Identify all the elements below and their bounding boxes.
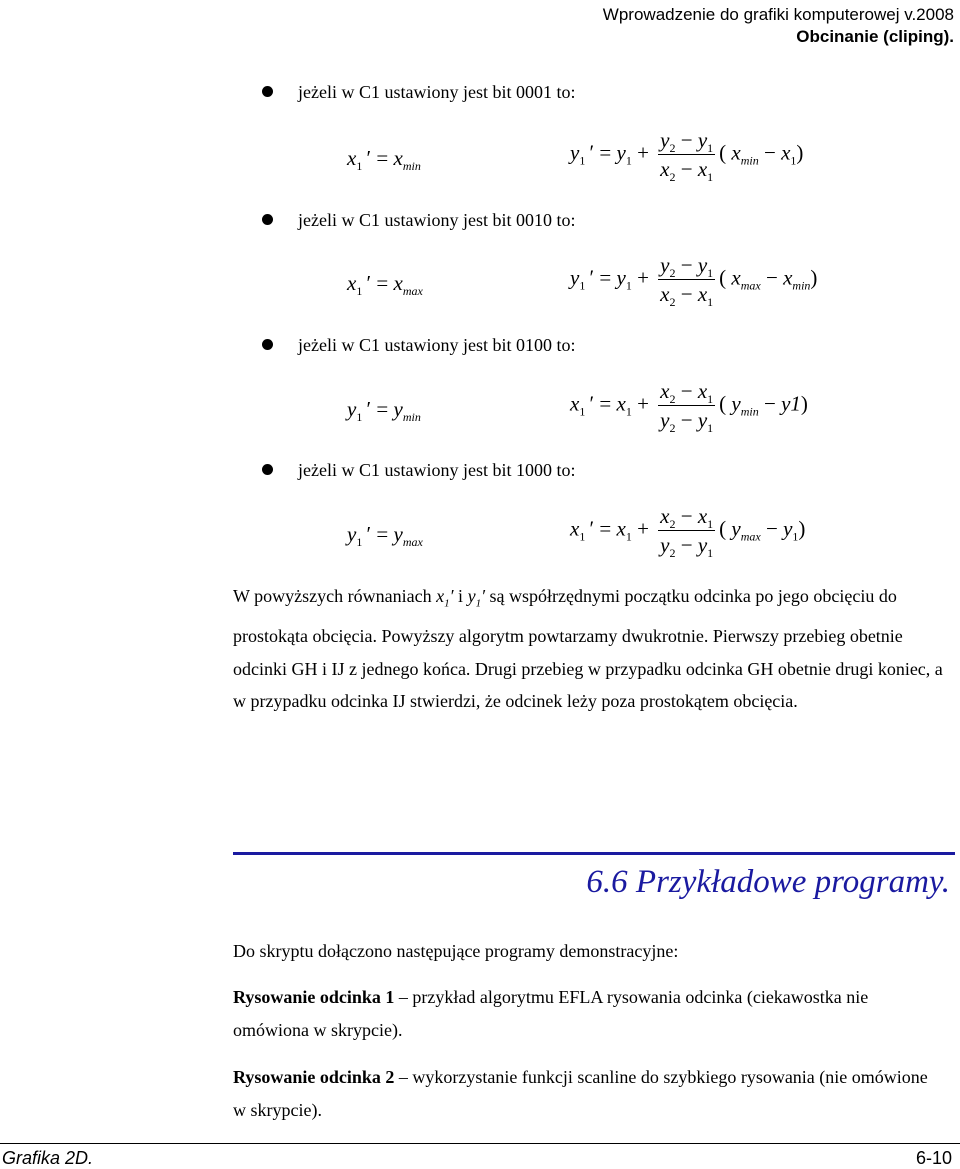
explanation-paragraph: W powyższych równaniach $x_1'$ i $y_1'$ są współrzędnymi początku odcinka po jego obcięciu do prostokąta obcięcia. Powyższy algorytm powtarzamy dwukrotnie. Pierwszy przebieg obetnie odcinki GH i IJ z jednego końca. Drugi przebieg w przypadku odcinka GH obetnie drugi koniec, a w przypadku odcinka IJ stwierdzi, że odcinek leży poza prostokątem obcięcia. <box>233 586 943 712</box>
program-desc-2: – wykorzystanie funkcji scanline do szybkiego rysowania (nie omówione w skrypcie). <box>233 1067 928 1120</box>
program-item-1 <box>233 981 943 1046</box>
section-title: 6.6 Przykładowe programy. <box>586 864 950 900</box>
page-header <box>603 4 954 48</box>
paragraph-text-2: i <box>453 586 468 606</box>
bullet-icon <box>262 464 273 475</box>
paragraph-text-1: W powyższych równaniach <box>233 586 437 606</box>
bullet-text-2: jeżeli w C1 ustawiony jest bit 0010 to: <box>298 210 576 230</box>
equation-4-left: $y_1$ ′ = $y_{max}$ <box>347 522 423 549</box>
header-section-title: Obcinanie (cliping). <box>796 27 954 46</box>
footer-chapter: Grafika 2D. <box>2 1148 94 1168</box>
equation-1-left: $x_1$ ′ = $x_{min}$ <box>347 146 421 173</box>
bullet-text-3: jeżeli w C1 ustawiony jest bit 0100 to: <box>298 335 576 355</box>
intro-text: Do skryptu dołączono następujące programy demonstracyjne: <box>233 941 679 961</box>
equation-3-right: $x_1$ ′ = $x_1$ + $\frac{x_2 - x_1}{y_2 - y_1}$ ( $y_{min} - y1$) <box>570 379 808 435</box>
program-name-1: Rysowanie odcinka 1 <box>233 987 395 1007</box>
equation-4-right: $x_1$ ′ = $x_1$ + $\frac{x_2 - x_1}{y_2 - y_1}$ ( $y_{max} - y_1$) <box>570 504 806 560</box>
bullet-text-4: jeżeli w C1 ustawiony jest bit 1000 to: <box>298 460 576 480</box>
equation-3-left: $y_1$ ′ = $y_{min}$ <box>347 397 421 424</box>
program-name-2: Rysowanie odcinka 2 <box>233 1067 395 1087</box>
paragraph-text-3: są współrzędnymi początku odcinka po jego obcięciu do prostokąta obcięcia. Powyższy algorytm powtarzamy dwukrotnie. Pierwszy przebieg obetnie odcinki GH i IJ z jednego końca. Drugi przebieg w przypadku odcinka GH obetnie drugi koniec, a w przypadku odcinka IJ stwierdzi, że odcinek leży poza prostokątem obcięcia. <box>233 586 943 712</box>
equation-2-right: $y_1$ ′ = $y_1$ + $\frac{y_2 - y_1}{x_2 - x_1}$ ( $x_{max} - x_{min}$) <box>570 253 818 309</box>
program-item-2 <box>233 1061 943 1126</box>
section-rule <box>233 852 955 855</box>
bullet-icon <box>262 214 273 225</box>
footer-rule <box>0 1143 960 1144</box>
bullet-icon <box>262 339 273 350</box>
equation-2-left: $x_1$ ′ = $x_{max}$ <box>347 271 423 298</box>
equation-1-right: $y_1$ ′ = $y_1$ + $\frac{y_2 - y_1}{x_2 - x_1}$ ( $x_{min} - x_1$) <box>570 128 804 184</box>
bullet-text-1: jeżeli w C1 ustawiony jest bit 0001 to: <box>298 82 576 102</box>
bullet-icon <box>262 86 273 97</box>
program-desc-1: – przykład algorytmu EFLA rysowania odcinka (ciekawostka nie omówiona w skrypcie). <box>233 987 869 1040</box>
header-document-title: Wprowadzenie do grafiki komputerowej v.2008 <box>602 5 954 24</box>
page-number: 6-10 <box>915 1148 952 1168</box>
